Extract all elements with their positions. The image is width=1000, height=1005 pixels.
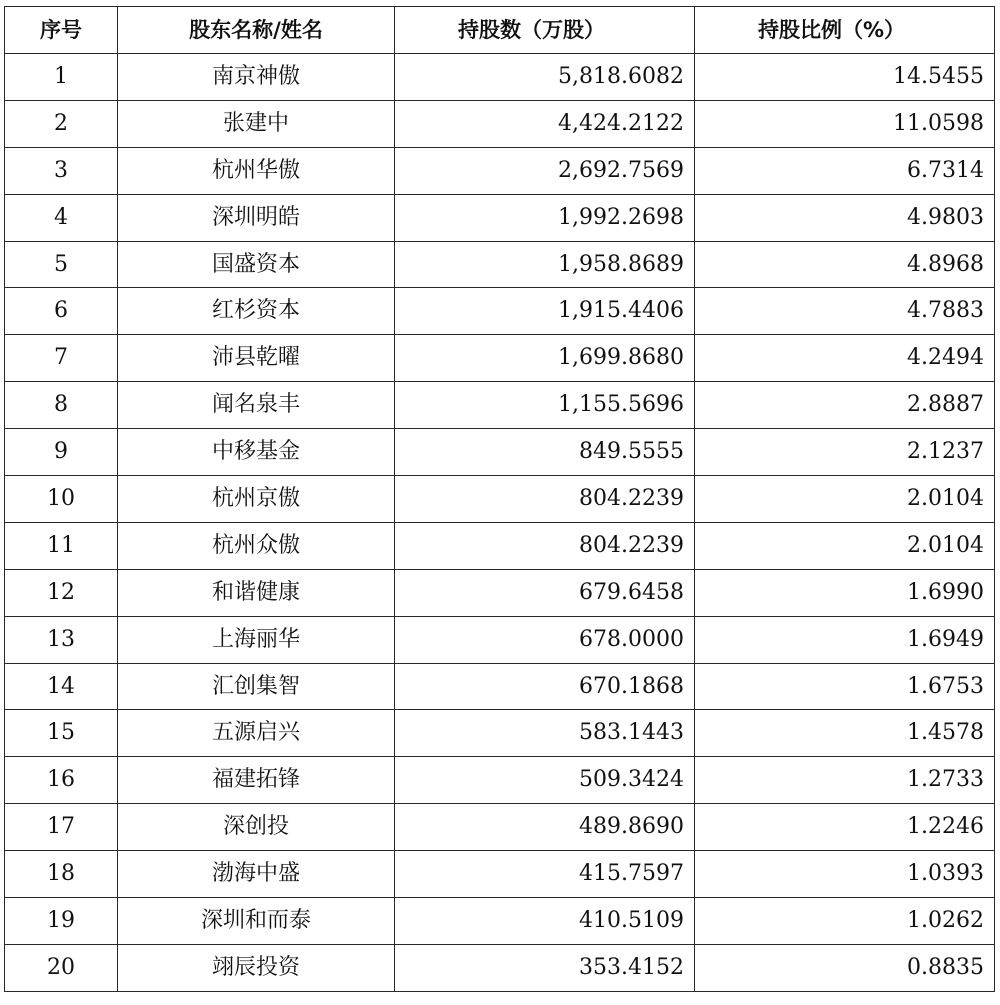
shareholder-name: 深圳和而泰 — [118, 898, 395, 945]
row-index: 13 — [5, 616, 118, 663]
header-shares: 持股数（万股） — [395, 7, 695, 54]
table-row — [5, 804, 995, 851]
shares-held: 1,915.4406 — [395, 288, 695, 335]
table-row — [5, 944, 995, 991]
shares-held: 1,155.5696 — [395, 382, 695, 429]
table-header — [5, 7, 995, 54]
table-row — [5, 335, 995, 382]
holding-ratio: 4.8968 — [695, 241, 995, 288]
shares-held: 670.1868 — [395, 663, 695, 710]
holding-ratio: 14.5455 — [695, 54, 995, 101]
holding-ratio: 1.6753 — [695, 663, 995, 710]
shares-held: 678.0000 — [395, 616, 695, 663]
shareholder-name: 沛县乾曜 — [118, 335, 395, 382]
shareholder-name: 福建拓锋 — [118, 757, 395, 804]
shares-held: 353.4152 — [395, 944, 695, 991]
table-row — [5, 710, 995, 757]
row-index: 7 — [5, 335, 118, 382]
table-row — [5, 100, 995, 147]
shares-held: 849.5555 — [395, 429, 695, 476]
shareholder-name: 汇创集智 — [118, 663, 395, 710]
row-index: 2 — [5, 100, 118, 147]
holding-ratio: 2.1237 — [695, 429, 995, 476]
shares-held: 1,958.8689 — [395, 241, 695, 288]
shareholder-name: 闻名泉丰 — [118, 382, 395, 429]
shares-held: 4,424.2122 — [395, 100, 695, 147]
table-row — [5, 54, 995, 101]
table-row — [5, 757, 995, 804]
shares-held: 509.3424 — [395, 757, 695, 804]
shareholder-name: 杭州京傲 — [118, 476, 395, 523]
shareholder-name: 翊辰投资 — [118, 944, 395, 991]
shareholder-name: 南京神傲 — [118, 54, 395, 101]
table-row — [5, 898, 995, 945]
row-index: 8 — [5, 382, 118, 429]
row-index: 16 — [5, 757, 118, 804]
holding-ratio: 1.0393 — [695, 851, 995, 898]
holding-ratio: 1.2733 — [695, 757, 995, 804]
table-row — [5, 382, 995, 429]
table-row — [5, 851, 995, 898]
table-row — [5, 147, 995, 194]
row-index: 19 — [5, 898, 118, 945]
row-index: 15 — [5, 710, 118, 757]
holding-ratio: 1.6949 — [695, 616, 995, 663]
header-name: 股东名称/姓名 — [118, 7, 395, 54]
holding-ratio: 4.7883 — [695, 288, 995, 335]
table-row — [5, 616, 995, 663]
shareholder-name: 深创投 — [118, 804, 395, 851]
holding-ratio: 1.2246 — [695, 804, 995, 851]
shareholder-name: 红杉资本 — [118, 288, 395, 335]
shares-held: 583.1443 — [395, 710, 695, 757]
holding-ratio: 4.2494 — [695, 335, 995, 382]
row-index: 5 — [5, 241, 118, 288]
shares-held: 410.5109 — [395, 898, 695, 945]
row-index: 18 — [5, 851, 118, 898]
shareholder-table — [4, 6, 995, 992]
row-index: 17 — [5, 804, 118, 851]
shares-held: 804.2239 — [395, 522, 695, 569]
table-row — [5, 429, 995, 476]
holding-ratio: 2.8887 — [695, 382, 995, 429]
shareholder-name: 五源启兴 — [118, 710, 395, 757]
shares-held: 489.8690 — [395, 804, 695, 851]
shareholder-name: 张建中 — [118, 100, 395, 147]
shares-held: 1,699.8680 — [395, 335, 695, 382]
holding-ratio: 4.9803 — [695, 194, 995, 241]
shareholder-name: 国盛资本 — [118, 241, 395, 288]
row-index: 1 — [5, 54, 118, 101]
holding-ratio: 2.0104 — [695, 476, 995, 523]
header-index: 序号 — [5, 7, 118, 54]
row-index: 12 — [5, 569, 118, 616]
holding-ratio: 1.0262 — [695, 898, 995, 945]
shareholder-name: 中移基金 — [118, 429, 395, 476]
row-index: 20 — [5, 944, 118, 991]
shares-held: 679.6458 — [395, 569, 695, 616]
table-row — [5, 663, 995, 710]
shares-held: 2,692.7569 — [395, 147, 695, 194]
table-body — [5, 54, 995, 992]
shares-held: 415.7597 — [395, 851, 695, 898]
row-index: 11 — [5, 522, 118, 569]
shares-held: 804.2239 — [395, 476, 695, 523]
shareholder-name: 深圳明皓 — [118, 194, 395, 241]
row-index: 3 — [5, 147, 118, 194]
shareholder-name: 杭州华傲 — [118, 147, 395, 194]
shares-held: 1,992.2698 — [395, 194, 695, 241]
holding-ratio: 6.7314 — [695, 147, 995, 194]
shareholder-name: 和谐健康 — [118, 569, 395, 616]
shareholder-name: 上海丽华 — [118, 616, 395, 663]
holding-ratio: 1.6990 — [695, 569, 995, 616]
row-index: 14 — [5, 663, 118, 710]
table-row — [5, 194, 995, 241]
holding-ratio: 2.0104 — [695, 522, 995, 569]
header-ratio: 持股比例（%） — [695, 7, 995, 54]
table-row — [5, 476, 995, 523]
table-row — [5, 288, 995, 335]
row-index: 9 — [5, 429, 118, 476]
table-row — [5, 241, 995, 288]
holding-ratio: 0.8835 — [695, 944, 995, 991]
table-row — [5, 569, 995, 616]
holding-ratio: 1.4578 — [695, 710, 995, 757]
shareholder-name: 杭州众傲 — [118, 522, 395, 569]
row-index: 4 — [5, 194, 118, 241]
table-row — [5, 522, 995, 569]
header-row — [5, 7, 995, 54]
shares-held: 5,818.6082 — [395, 54, 695, 101]
row-index: 6 — [5, 288, 118, 335]
holding-ratio: 11.0598 — [695, 100, 995, 147]
shareholder-name: 渤海中盛 — [118, 851, 395, 898]
row-index: 10 — [5, 476, 118, 523]
